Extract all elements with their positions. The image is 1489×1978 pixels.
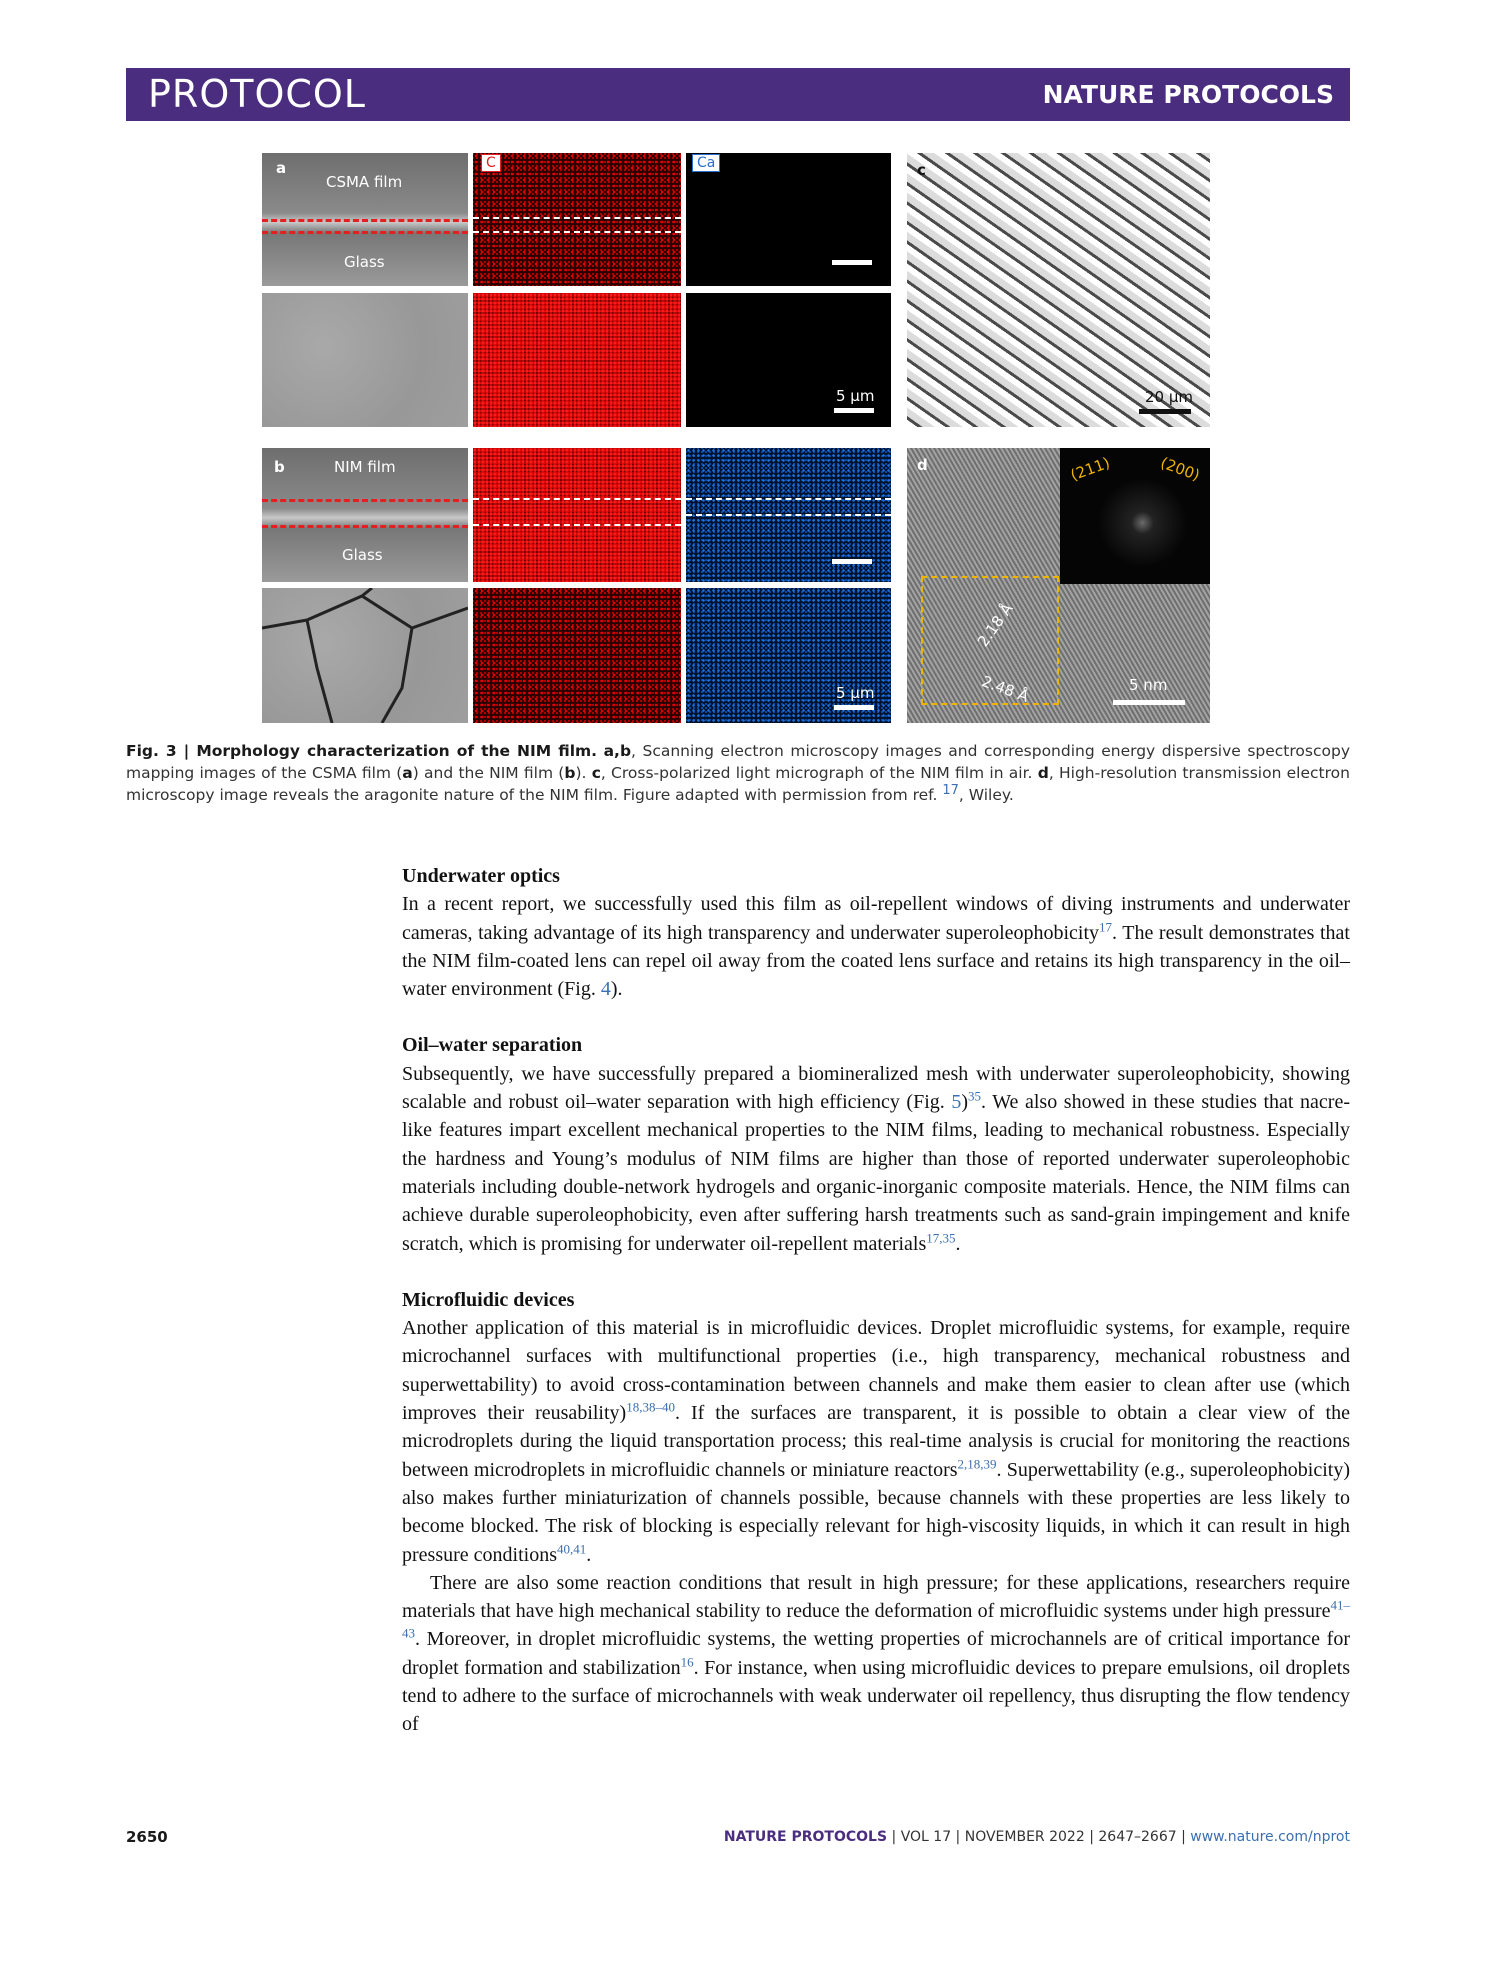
paragraph: Subsequently, we have successfully prepared a biomineralized mesh with underwater superoleophobicity, showing scalable and robust oil–water separation with high efficiency (Fig. 5)$^{35}$. We also showed in these studies that nacre-like features impart excellent mechanical properties to the NIM films, leading to mechanical robustness. Especially the hardness and Young’s modulus of NIM films are higher than those of reported underwater superoleophobic materials including double-network hydrogels and organic-inorganic composite materials. Hence, the NIM films can achieve durable superoleophobicity, even after suffering harsh treatments such as sand-grain impingement and knife scratch, which is promising for underwater oil-repellent materials$^{17,35}$. [402,1062,1350,1255]
reference-link[interactable]: 17,35 [926,1229,956,1245]
hrtem-image [907,448,1210,723]
scale-bar [1113,700,1185,705]
reference-link[interactable]: 16 [680,1654,694,1670]
reference-link[interactable]: 17 [1099,918,1113,934]
page-number: 2650 [126,1828,168,1846]
footer-journal: NATURE PROTOCOLS [723,1829,888,1845]
footer-url-link[interactable]: www.nature.com/nprot [1190,1829,1350,1845]
glass-label-a: Glass [344,253,385,271]
caption-text: , Cross-polarized light micrograph of the NIM film in air. [600,764,1038,782]
caption-label-b: b [564,764,576,782]
csma-film-label: CSMA film [326,173,403,191]
scale-label-a: 5 μm [836,387,875,405]
eds-ca-map-a-bottom [686,293,891,427]
reference-link[interactable]: 17 [942,782,959,798]
sem-csma-cross-section [262,153,468,286]
eds-ca-map-a-top [686,153,891,286]
eds-ca-map-b-top [686,448,891,582]
scale-bar [834,705,874,710]
scale-bar [834,408,874,413]
scale-bar [832,260,872,265]
nim-film-label: NIM film [334,458,396,476]
sem-nim-cross-section [262,448,468,582]
caption-title: Fig. 3 | Morphology characterization of the NIM film. [126,742,598,760]
panel-c-letter: c [917,161,926,179]
fft-inset [1060,448,1210,584]
figure-3 [262,153,1218,723]
figure-link[interactable]: 5 [951,1091,962,1114]
figure-caption [126,740,1350,806]
grain-boundaries [262,588,468,723]
polarized-micrograph [907,153,1210,427]
journal-name: NATURE PROTOCOLS [1042,80,1334,109]
caption-label-a: a [402,764,413,782]
paragraph: There are also some reaction conditions that result in high pressure; for these applications, researchers require materials that have high mechanical stability to reduce the deformation of microfluidic systems under high pressure$^{41-43}$. Moreover, in droplet microfluidic systems, the wetting properties of microchannels are of critical importance for droplet formation and stabilization$^{16}$. For instance, when using microfluidic devices to prepare emulsions, oil droplets tend to adhere to the surface of microchannels with weak underwater oil repellency, thus disrupting the flow tendency of [402,1571,1350,1736]
eds-c-map-a-top [473,153,681,286]
scale-label-b: 5 μm [836,684,875,702]
reference-link[interactable]: 18,38–40 [626,1399,675,1415]
eds-c-map-b-top [473,448,681,582]
page-header [126,68,1350,121]
plane-211-label: (211) [1068,453,1113,485]
heading-oil-water-separation: Oil–water separation [402,1034,583,1057]
reference-link[interactable]: 41–43 [402,1597,1350,1641]
caption-text: , Scanning electron microscopy images and corresponding energy dispersive spectroscopy mapping images of the CSMA film ( [126,742,1350,782]
heading-underwater-optics: Underwater optics [402,865,560,887]
caption-label-c: c [591,764,601,782]
plane-200-label: (200) [1158,453,1203,485]
scale-label-c: 20 μm [1145,388,1194,406]
panel-b-letter: b [274,458,285,476]
footer-pages: 2647–2667 [1098,1829,1177,1845]
caption-text: ) and the NIM film ( [412,764,565,782]
caption-text: , Wiley. [958,786,1014,804]
heading-microfluidic-devices: Microfluidic devices [402,1288,575,1311]
sem-nim-surface [262,588,468,723]
eds-c-map-a-bottom [473,293,681,427]
caption-text: ). [575,764,592,782]
figure-link[interactable]: 4 [600,978,611,1001]
eds-c-map-b-bottom [473,588,681,723]
reference-link[interactable]: 2,18,39 [957,1455,997,1471]
sem-csma-surface [262,293,468,427]
caption-label-d: d [1037,764,1049,782]
scale-bar [832,559,872,564]
panel-d-letter: d [917,456,928,474]
zoom-box [921,576,1059,705]
article-body [402,862,1350,1739]
page-footer: NATURE PROTOCOLS | VOL 17 | NOVEMBER 2022 | 2647–2667 | www.nature.com/nprot [723,1829,1350,1845]
element-ca-tag: Ca [692,154,720,172]
eds-ca-map-b-bottom [686,588,891,723]
reference-link[interactable]: 35 [968,1088,982,1104]
d-spacing-1: 2.18 Å [973,599,1017,651]
scale-label-d: 5 nm [1129,676,1168,694]
caption-label-ab: a,b [603,742,632,760]
element-c-tag: C [481,154,501,172]
scale-bar [1139,409,1191,414]
glass-label-b: Glass [342,546,383,564]
panel-a-letter: a [276,159,287,177]
reference-link[interactable]: 40,41 [556,1540,587,1556]
paragraph: In a recent report, we successfully used this film as oil-repellent windows of diving instruments and underwater cameras, taking advantage of its high transparency and underwater superoleophobicity$^{17}$. The result demonstrates that the NIM film-coated lens can repel oil away from the coated lens surface and retains its high transparency in the oil–water environment (Fig. 4). [402,893,1350,1001]
section-label: PROTOCOL [148,72,366,116]
paragraph: Another application of this material is in microfluidic devices. Droplet microfluidic systems, for example, require microchannel surfaces with multifunctional properties (i.e., high transparency, mechanical robustness and superwettability) to avoid cross-contamination between channels and make them easier to clean after use (which improves their reusability)$^{18,38-40}$. If the surfaces are transparent, it is possible to obtain a clear view of the microdroplets during the liquid transportation process; this real-time analysis is crucial for monitoring the reactions between microdroplets in microfluidic channels or miniature reactors$^{2,18,39}$. Superwettability (e.g., superoleophobicity) also makes further miniaturization of channels possible, because channels with these properties are less likely to become blocked. The risk of blocking is especially relevant for high-viscosity liquids, in which it can result in high pressure conditions$^{40,41}$. [402,1317,1350,1566]
footer-date: NOVEMBER 2022 [964,1829,1085,1845]
d-spacing-2: 2.48 Å [979,672,1032,706]
caption-text: , High-resolution transmission electron microscopy image reveals the aragonite nature of the NIM film. Figure adapted with permission from ref. [126,764,1350,804]
footer-volume: VOL 17 [900,1829,952,1845]
